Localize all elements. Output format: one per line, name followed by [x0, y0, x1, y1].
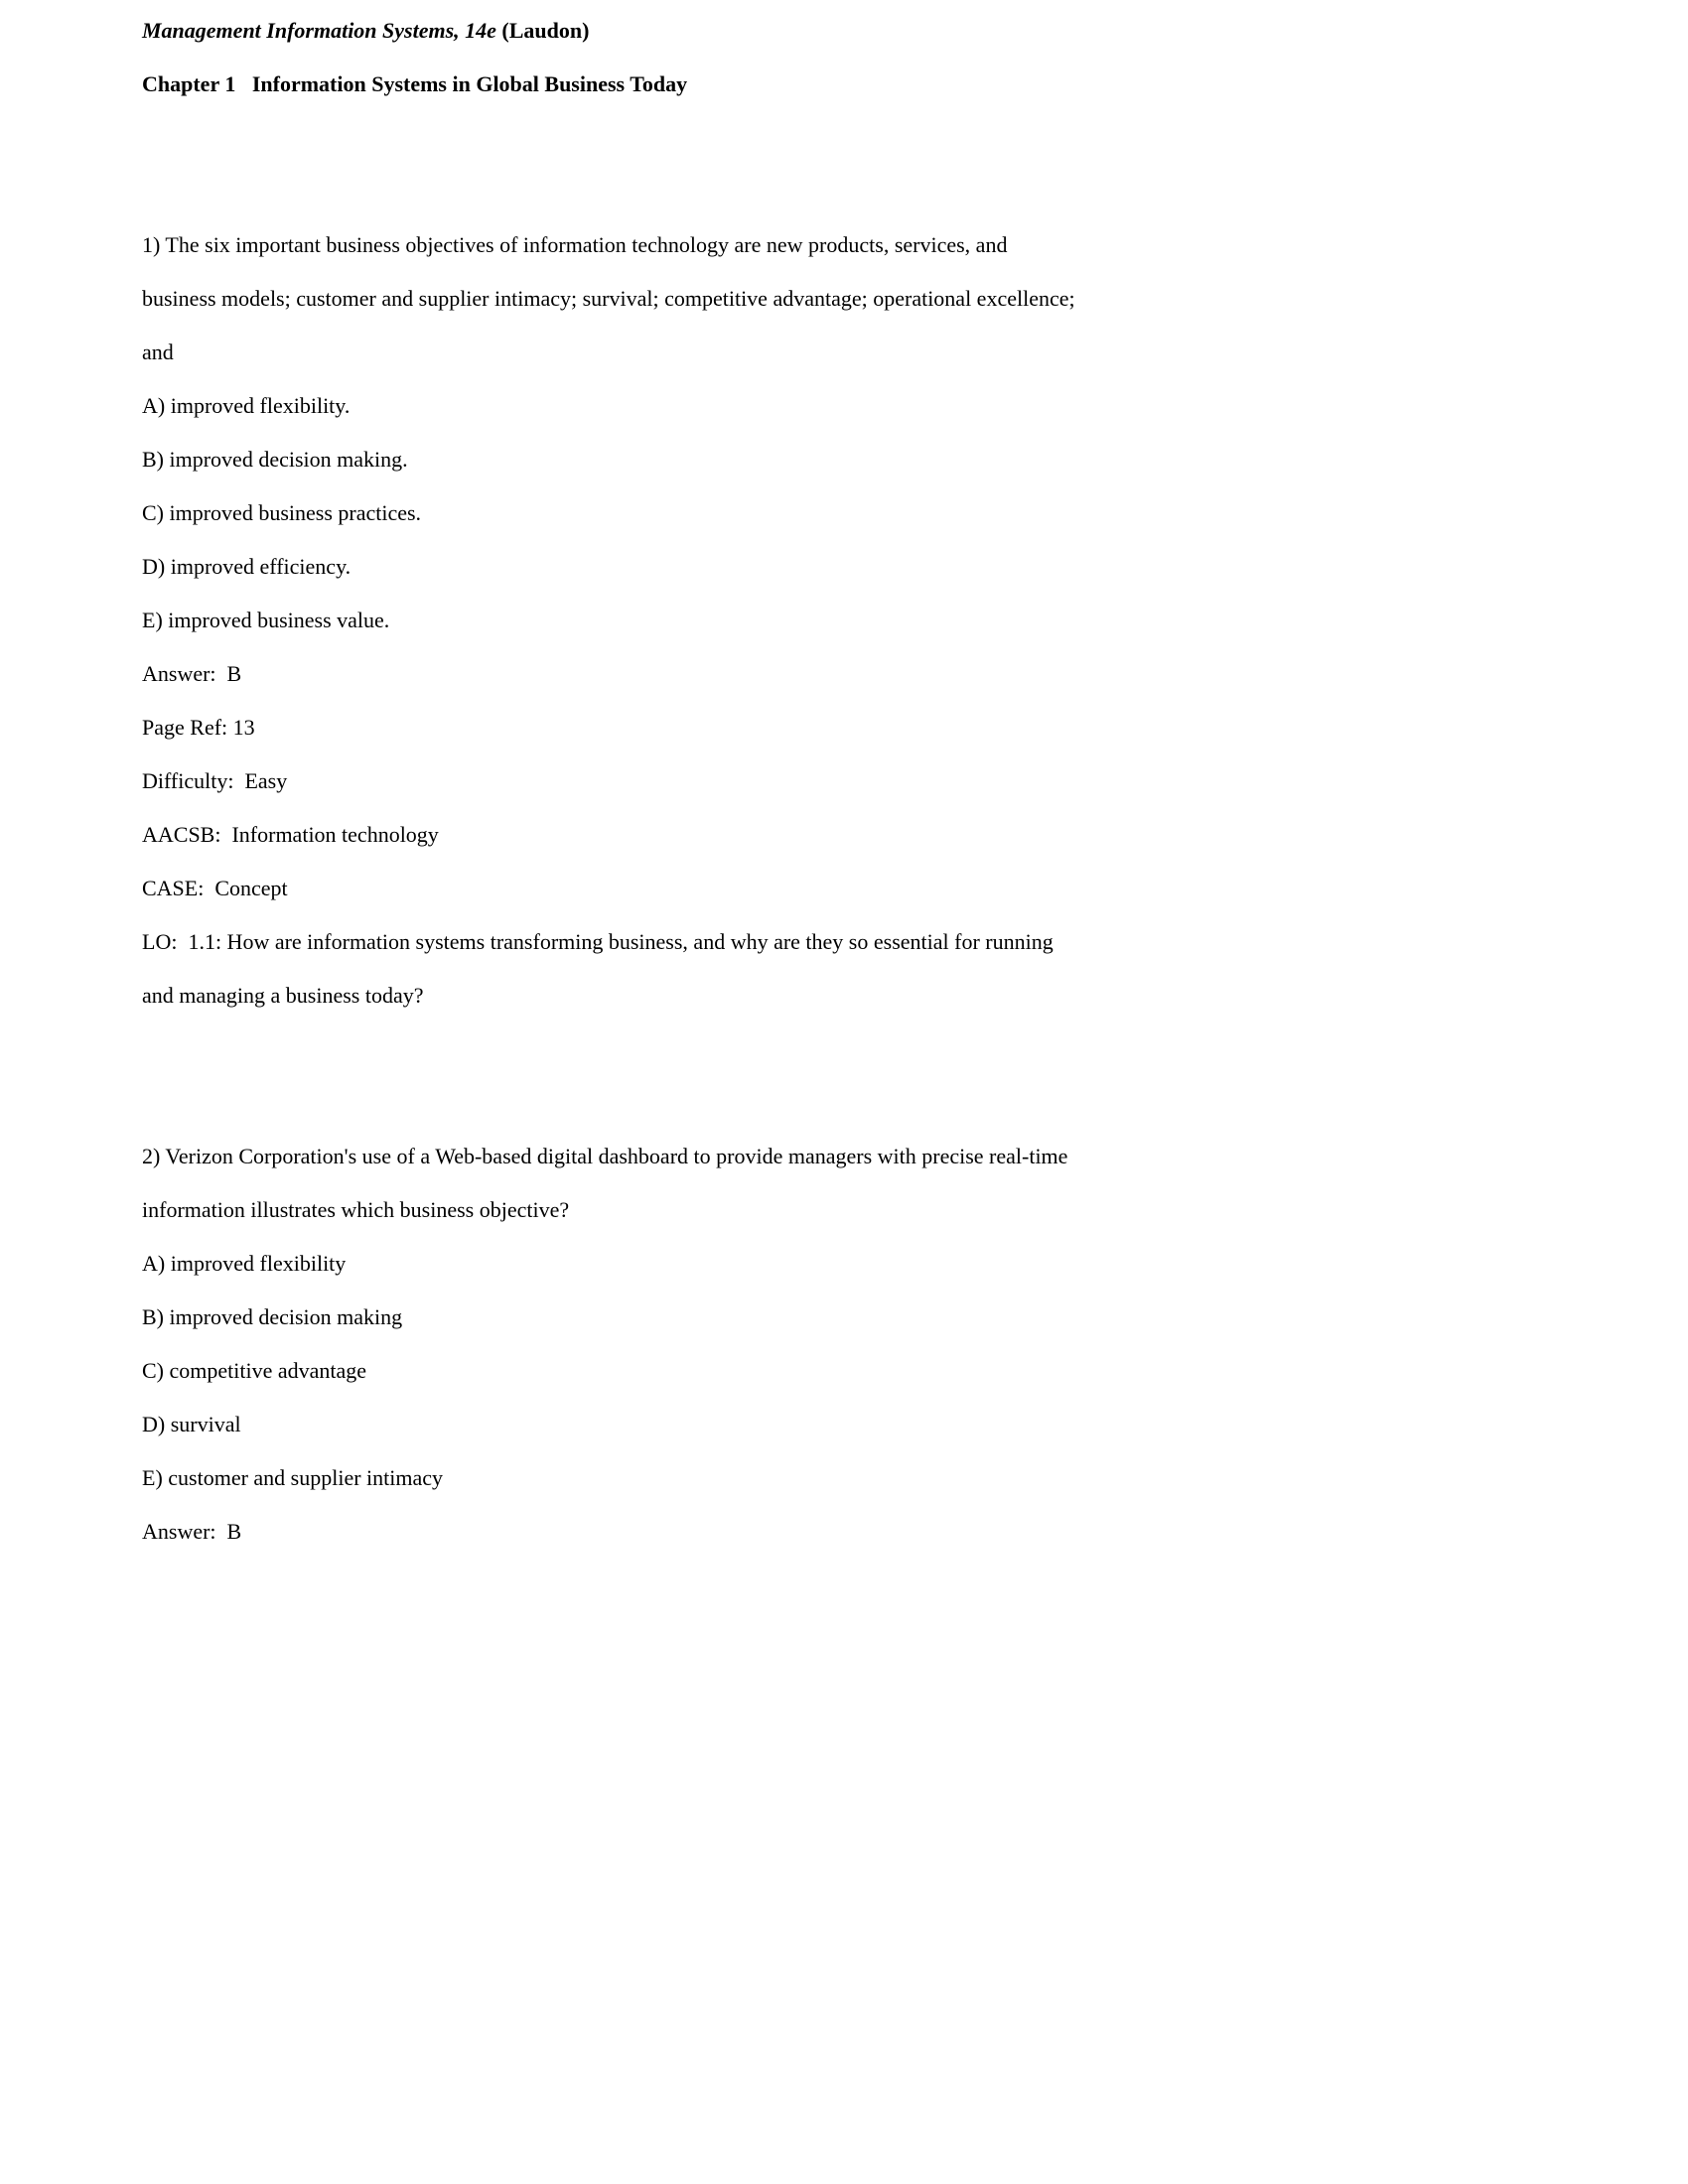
blank-lines	[142, 1023, 1075, 1130]
question-2-choice-c: C) competitive advantage	[142, 1358, 367, 1383]
question-1	[142, 218, 1081, 1023]
text-column	[142, 4, 1081, 1559]
question-2-choice-e: E) customer and supplier intimacy	[142, 1465, 444, 1490]
question-2-choice-d: D) survival	[142, 1412, 241, 1436]
question-1-choice-b: B) improved decision making.	[142, 447, 408, 472]
document-title	[142, 4, 1075, 58]
question-1-page-ref-line: Page Ref: 13	[142, 715, 255, 740]
document-title-plain: (Laudon)	[495, 18, 590, 43]
question-1-case-line: CASE: Concept	[142, 876, 288, 900]
question-1-choice-a: A) improved flexibility.	[142, 393, 351, 418]
question-1-answer-line: Answer: B	[142, 661, 242, 686]
question-1-choice-d: D) improved efficiency.	[142, 554, 352, 579]
document-title-italic: Management Information Systems, 14e	[142, 18, 496, 43]
blank-lines	[142, 111, 1075, 218]
question-2	[142, 1130, 1075, 1559]
question-1-difficulty-line: Difficulty: Easy	[142, 768, 288, 793]
question-1-lo-line: LO: 1.1: How are information systems transforming business, and why are they so essential for running and managing a business today?	[142, 929, 1059, 1008]
question-1-choice-e: E) improved business value.	[142, 608, 390, 632]
question-2-choice-b: B) improved decision making	[142, 1304, 403, 1329]
question-2-stem: 2) Verizon Corporation's use of a Web-based digital dashboard to provide managers with precise real-time information illustrates which business objective?	[142, 1144, 1073, 1222]
chapter-heading: Chapter 1 Information Systems in Global Business Today	[142, 71, 688, 96]
question-2-choice-a: A) improved flexibility	[142, 1251, 347, 1276]
document-page	[0, 0, 1082, 1559]
question-1-aacsb-line: AACSB: Information technology	[142, 822, 439, 847]
question-2-answer-line: Answer: B	[142, 1519, 242, 1544]
question-1-choice-c: C) improved business practices.	[142, 500, 422, 525]
question-1-stem: 1) The six important business objectives of information technology are new products, services, and business models; customer and supplier intimacy; survival; competitive advantage; operational excellence; and	[142, 232, 1081, 364]
